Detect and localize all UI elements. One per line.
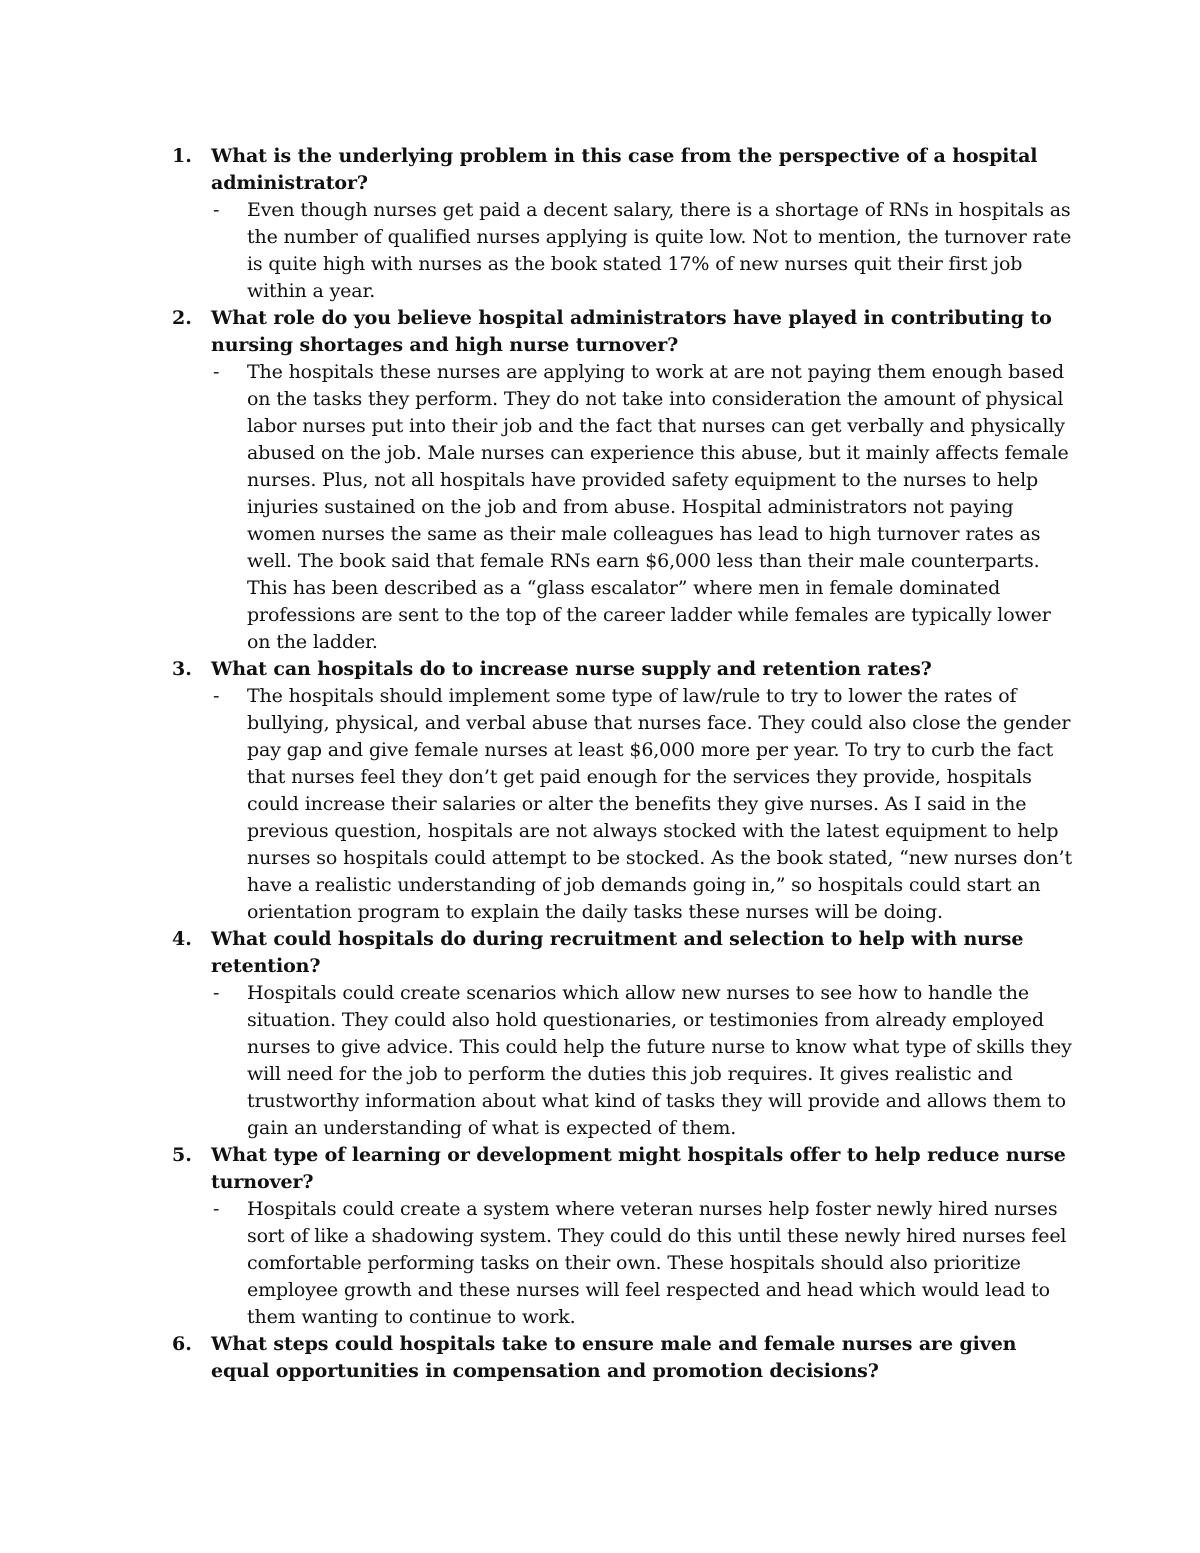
question-number: 5. [172,1144,192,1166]
question-number: 1. [172,145,192,167]
question-text: What can hospitals do to increase nurse supply and retention rates? [211,658,932,680]
question-number: 6. [172,1333,192,1355]
question-text: What type of learning or development might hospitals offer to help reduce nurse turnover? [211,1144,1066,1193]
question-number: 4. [172,928,192,950]
answer-bullet: - [213,685,220,707]
question-text: What role do you believe hospital administrators have played in contributing to nursing shortages and high nurse turnover? [211,307,1052,356]
question-number: 2. [172,307,192,329]
answer-item [211,197,1072,305]
question-list [172,143,1072,1385]
question-item [172,305,1072,656]
question-item [172,1331,1072,1385]
question-text: What is the underlying problem in this case from the perspective of a hospital administrator? [211,145,1038,194]
answer-bullet: - [213,982,220,1004]
answer-bullet: - [213,199,220,221]
answer-text: Hospitals could create scenarios which allow new nurses to see how to handle the situation. They could also hold questionaries, or testimonies from already employed nurses to give advice. This could help the future nurse to know what type of skills they will need for the job to perform the duties this job requires. It gives realistic and trustworthy information about what kind of tasks they will provide and allows them to gain an understanding of what is expected of them. [247,982,1072,1139]
answer-item [211,359,1072,656]
question-item [172,143,1072,305]
question-item [172,926,1072,1142]
question-item [172,1142,1072,1331]
question-text: What steps could hospitals take to ensure male and female nurses are given equal opportunities in compensation and promotion decisions? [211,1333,1017,1382]
question-number: 3. [172,658,192,680]
question-item [172,656,1072,926]
question-text: What could hospitals do during recruitment and selection to help with nurse retention? [211,928,1024,977]
answer-text: Even though nurses get paid a decent salary, there is a shortage of RNs in hospitals as the number of qualified nurses applying is quite low. Not to mention, the turnover rate is quite high with nurses as the book stated 17% of new nurses quit their first job within a year. [247,199,1072,302]
answer-item [211,980,1072,1142]
answer-text: Hospitals could create a system where veteran nurses help foster newly hired nurses sort of like a shadowing system. They could do this until these newly hired nurses feel comfortable performing tasks on their own. These hospitals should also prioritize employee growth and these nurses will feel respected and head which would lead to them wanting to continue to work. [247,1198,1067,1328]
answer-text: The hospitals should implement some type of law/rule to try to lower the rates of bullying, physical, and verbal abuse that nurses face. They could also close the gender pay gap and give female nurses at least $6,000 more per year. To try to curb the fact that nurses feel they don’t get paid enough for the services they provide, hospitals could increase their salaries or alter the benefits they give nurses. As I said in the previous question, hospitals are not always stocked with the latest equipment to help nurses so hospitals could attempt to be stocked. As the book stated, “new nurses don’t have a realistic understanding of job demands going in,” so hospitals could start an orientation program to explain the daily tasks these nurses will be doing. [247,685,1072,923]
answer-bullet: - [213,361,220,383]
answer-bullet: - [213,1198,220,1220]
answer-text: The hospitals these nurses are applying to work at are not paying them enough based on the tasks they perform. They do not take into consideration the amount of physical labor nurses put into their job and the fact that nurses can get verbally and physically abused on the job. Male nurses can experience this abuse, but it mainly affects female nurses. Plus, not all hospitals have provided safety equipment to the nurses to help injuries sustained on the job and from abuse. Hospital administrators not paying women nurses the same as their male colleagues has lead to high turnover rates as well. The book said that female RNs earn $6,000 less than their male counterparts. This has been described as a “glass escalator” where men in female dominated professions are sent to the top of the career ladder while females are typically lower on the ladder. [247,361,1069,653]
answer-item [211,1196,1072,1331]
answer-item [211,683,1072,926]
